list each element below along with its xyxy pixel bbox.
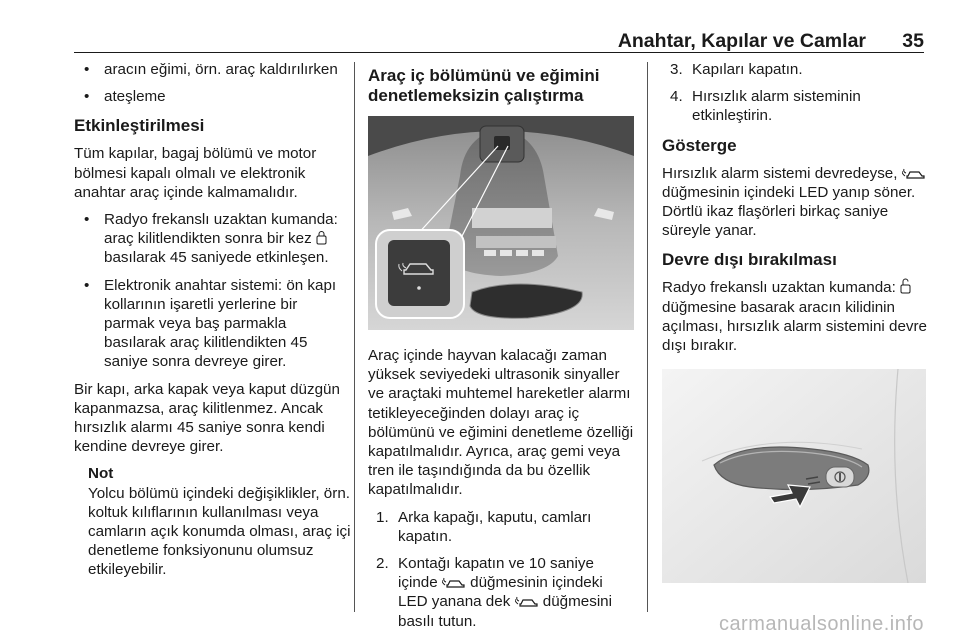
alarm-car-icon xyxy=(442,577,466,589)
column-divider-2 xyxy=(647,62,648,612)
page-number: 35 xyxy=(902,30,924,52)
step-3 xyxy=(662,60,930,79)
step-4 xyxy=(662,87,930,125)
bullet-radio-text-a: Radyo frekanslı uzaktan kumanda: araç kilitlendikten sonra bir kez xyxy=(104,211,338,248)
bullet-vehicle-tilt: • aracın eğimi, örn. araç kaldırılırken xyxy=(74,60,352,79)
step-1-text: Arka kapağı, kaputu, camları kapatın. xyxy=(398,508,592,545)
step-4-number: 4. xyxy=(670,88,683,106)
para-activation: Tüm kapılar, bagaj bölümü ve motor bölmesi kapalı olmalı ve elektronik anahtar araç içinde kalmamalıdır. xyxy=(74,145,317,201)
step-2-text-a: Kontağı kapatın ve 10 saniye içinde xyxy=(398,555,594,592)
page-header xyxy=(74,26,924,54)
figure-interior-monitoring-button xyxy=(368,116,634,330)
heading-deactivation: Devre dışı bırakılması xyxy=(662,250,837,270)
step-2-text-b: düğmesinin içindeki LED yanana dek xyxy=(398,574,603,611)
step-2 xyxy=(368,554,636,631)
para-deactivation-b: düğmesine basarak aracın kilidinin açılması, hırsızlık alarm sistemini devre dışı bırakır. xyxy=(662,298,928,355)
para-door-not-closed: Bir kapı, arka kapak veya kaput düzgün kapanmazsa, araç kilitlenmez. Ancak hırsızlık alarmı 45 saniye sonra kendi kendine devreye girer. xyxy=(74,380,340,456)
step-2-text-c: düğmesini basılı tutun. xyxy=(398,593,613,630)
para-deactivation xyxy=(662,278,930,355)
step-1-number: 1. xyxy=(376,508,389,526)
alarm-car-icon xyxy=(902,168,926,180)
chapter-title: Anahtar, Kapılar ve Camlar xyxy=(617,30,866,52)
note-box xyxy=(74,464,352,579)
unlock-icon xyxy=(900,278,911,294)
note-text: Yolcu bölümü içindeki değişiklikler, örn. koltuk kılıflarının kullanılması veya camların açık konumda olması, araç içi denetleme fonksiyonunu olumsuz etkileyebilir. xyxy=(88,484,351,579)
para-indicator xyxy=(662,164,930,241)
note-title: Not xyxy=(88,465,114,483)
alarm-car-icon xyxy=(515,596,539,608)
column-2 xyxy=(368,60,636,639)
figure-door-handle xyxy=(662,369,926,583)
step-1 xyxy=(368,508,636,546)
heading-without-monitoring: Araç iç bölümünü ve eğimini denetlemeksizin çalıştırma xyxy=(368,66,600,105)
column-1 xyxy=(74,60,352,580)
bullet-ignition: • ateşleme xyxy=(74,87,352,106)
column-divider-1 xyxy=(354,62,355,612)
step-4-text: Hırsızlık alarm sisteminin etkinleştirin. xyxy=(692,88,861,125)
para-deactivation-a: Radyo frekanslı uzaktan kumanda: xyxy=(662,279,896,297)
bullet-electronic-key: • Elektronik anahtar sistemi: ön kapı kollarının işaretli yerlerine bir parmak veya baş parmakla basılarak araç kilitlendikten 45 saniye sonra devreye girer. xyxy=(74,276,352,372)
step-3-text: Kapıları kapatın. xyxy=(692,61,803,78)
bullet-radio-text-b: basılarak 45 saniyede etkinleşen. xyxy=(104,249,329,267)
step-3-number: 3. xyxy=(670,61,683,78)
bullet-radio-remote xyxy=(74,210,352,268)
lock-icon xyxy=(316,230,327,245)
watermark: carmanualsonline.info xyxy=(718,613,924,635)
para-indicator-a: Hırsızlık alarm sistemi devredeyse, xyxy=(662,164,898,182)
heading-indicator: Gösterge xyxy=(662,135,737,155)
para-pets-inside: Araç içinde hayvan kalacağı zaman yüksek seviyedeki ultrasonik sinyaller ve araçtaki muhtemel hareketler alarmı tetikleyeceğinden dolayı araç iç bölümünü ve eğimini denetleme özelliği kapatılmalıdır. Ayrıca, araç gemi veya tren ile taşındığında da bu özellik kapatılmalıdır. xyxy=(368,347,634,499)
heading-activation: Etkinleştirilmesi xyxy=(74,116,205,136)
step-2-number: 2. xyxy=(376,555,389,573)
header-rule xyxy=(74,52,924,53)
column-3 xyxy=(662,60,930,583)
para-indicator-b: düğmesinin içindeki LED yanıp söner. Dörtlü ikaz flaşörleri birkaç saniye süreyle yanar. xyxy=(662,183,916,240)
